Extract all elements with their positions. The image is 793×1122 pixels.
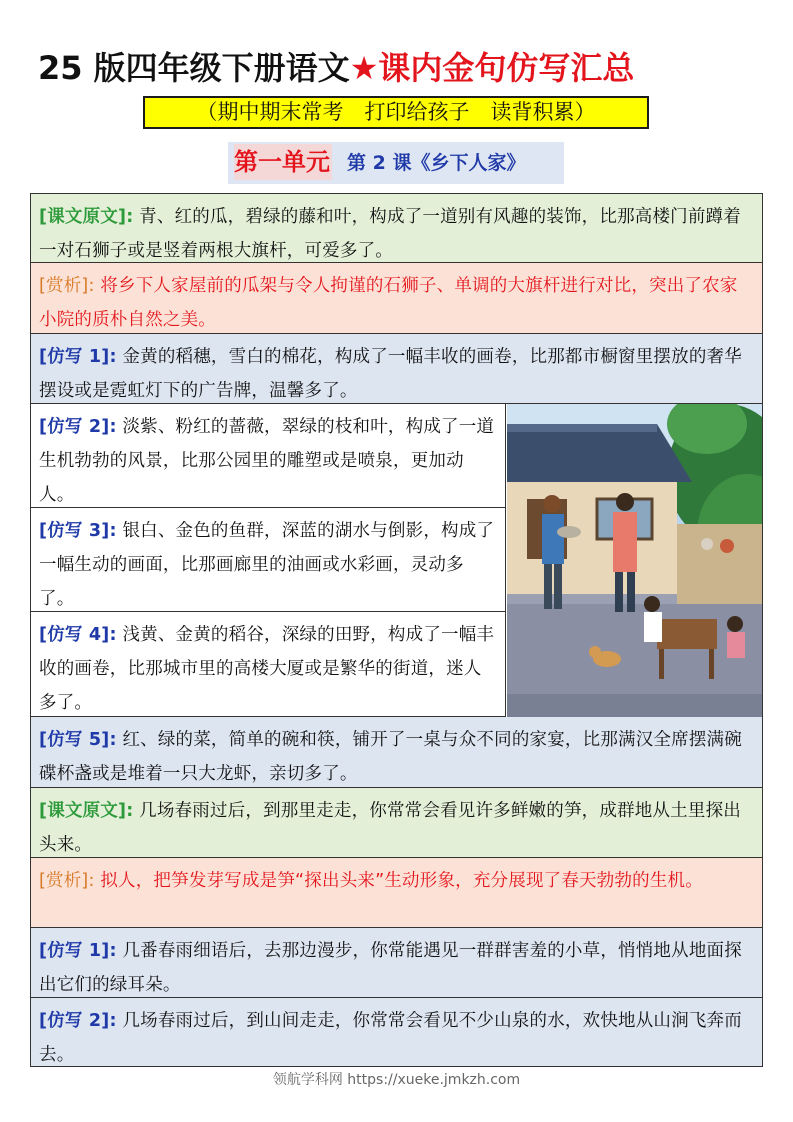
row-label: [赏析]:	[39, 276, 95, 296]
table-row	[31, 858, 762, 928]
row-label: [仿写 4]:	[39, 625, 117, 645]
lesson-name: 第 2 课《乡下人家》	[347, 152, 526, 174]
table-row	[31, 334, 762, 404]
table-row	[31, 998, 762, 1066]
table-row	[31, 612, 506, 717]
table-row	[31, 788, 762, 858]
title-part1: 25 版四年级下册语文	[38, 49, 350, 87]
rural-family-illustration	[507, 404, 762, 717]
table-row	[31, 508, 506, 612]
row-label: [课文原文]:	[39, 801, 134, 821]
row-label: [仿写 3]:	[39, 521, 117, 541]
row-text: 几场春雨过后，到那里走走，你常常会看见许多鲜嫩的笋，成群地从土里探出头来。	[39, 801, 741, 855]
row-text: 将乡下人家屋前的瓜架与令人拘谨的石狮子、单调的大旗杆进行对比，突出了农家小院的质朴自然之美。	[39, 276, 738, 330]
row-label: [仿写 5]:	[39, 730, 117, 750]
star-icon: ★	[349, 49, 379, 87]
row-label: [课文原文]:	[39, 207, 134, 227]
table-row	[31, 194, 762, 263]
subtitle-banner: （期中期末常考 打印给孩子 读背积累）	[143, 96, 649, 129]
row-label: [仿写 1]:	[39, 347, 117, 367]
row-text: 拟人，把笋发芽写成是笋“探出头来”生动形象，充分展现了春天勃勃的生机。	[100, 871, 703, 891]
row-text: 浅黄、金黄的稻谷，深绿的田野，构成了一幅丰收的画卷，比那城市里的高楼大厦或是繁华的街道，迷人多了。	[39, 625, 495, 713]
row-label: [赏析]:	[39, 871, 95, 891]
row-label: [仿写 1]:	[39, 941, 117, 961]
row-text: 几番春雨细语后，去那边漫步，你常能遇见一群群害羞的小草，悄悄地从地面探出它们的绿耳朵。	[39, 941, 742, 995]
title-part2: 课内金句仿写汇总	[378, 49, 635, 87]
row-text: 金黄的稻穗，雪白的棉花，构成了一幅丰收的画卷，比那都市橱窗里摆放的奢华摆设或是霓虹灯下的广告牌，温馨多了。	[39, 347, 742, 401]
table-row	[31, 717, 762, 788]
row-text: 几场春雨过后，到山间走走，你常常会看见不少山泉的水，欢快地从山涧飞奔而去。	[39, 1011, 742, 1065]
table-row	[31, 404, 506, 508]
row-text: 青、红的瓜，碧绿的藤和叶，构成了一道别有风趣的装饰，比那高楼门前蹲着一对石狮子或是竖着两根大旗杆，可爱多了。	[39, 207, 741, 261]
sentence-table	[30, 193, 763, 1067]
document-title	[38, 46, 758, 90]
row-text: 红、绿的菜，简单的碗和筷，铺开了一桌与众不同的家宴，比那满汉全席摆满碗碟杯盏或是堆着一只大龙虾，亲切多了。	[39, 730, 742, 784]
unit-name: 第一单元	[234, 144, 332, 180]
row-label: [仿写 2]:	[39, 417, 117, 437]
footer-source: 领航学科网 https://xueke.jmkzh.com	[272, 1072, 521, 1088]
unit-heading	[228, 142, 564, 184]
row-label: [仿写 2]:	[39, 1011, 117, 1031]
row-text: 淡紫、粉红的蔷薇，翠绿的枝和叶，构成了一道生机勃勃的风景，比那公园里的雕塑或是喷泉，更加动人。	[39, 417, 495, 505]
table-row	[31, 928, 762, 998]
table-row	[31, 263, 762, 334]
row-text: 银白、金色的鱼群，深蓝的湖水与倒影，构成了一幅生动的画面，比那画廊里的油画或水彩画，灵动多了。	[39, 521, 495, 609]
